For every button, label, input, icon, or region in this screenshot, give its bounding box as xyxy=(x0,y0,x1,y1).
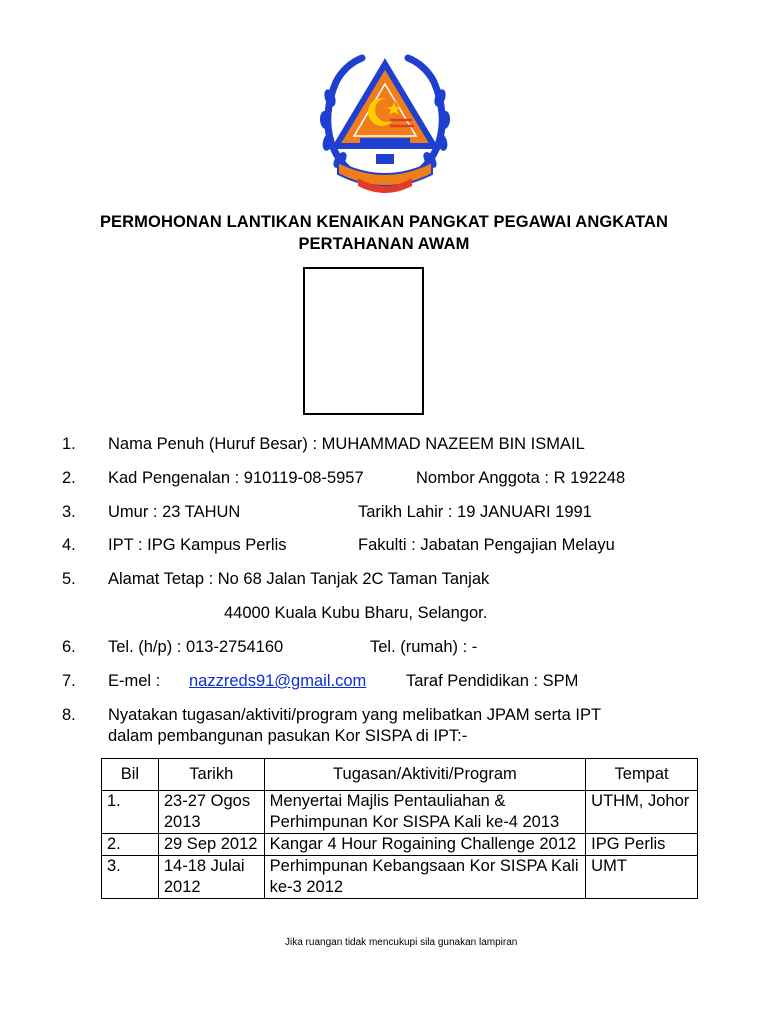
photo-placeholder-box xyxy=(303,267,424,415)
education-level-text: Taraf Pendidikan : SPM xyxy=(406,672,579,690)
age-text: Umur : 23 TAHUN xyxy=(108,503,241,521)
mobile-phone-text: Tel. (h/p) : 013-2754160 xyxy=(108,638,284,656)
cell-program: Kangar 4 Hour Rogaining Challenge 2012 xyxy=(264,834,585,856)
field-number: 5. xyxy=(62,570,76,588)
email-label: E-mel : xyxy=(108,672,161,690)
civil-defence-emblem-logo xyxy=(316,54,454,200)
table-row xyxy=(102,856,698,899)
column-header-bil: Bil xyxy=(102,759,159,791)
column-header-tarikh: Tarikh xyxy=(158,759,264,791)
member-number-text: Nombor Anggota : R 192248 xyxy=(416,469,626,487)
email-link[interactable]: nazzreds91@gmail.com xyxy=(189,672,367,690)
birth-date-text: Tarikh Lahir : 19 JANUARI 1991 xyxy=(358,503,592,521)
institution-text: IPT : IPG Kampus Perlis xyxy=(108,536,287,554)
form-title-line-1: PERMOHONAN LANTIKAN KENAIKAN PANGKAT PEGAWAI ANGKATAN xyxy=(99,213,669,231)
table-footnote: Jika ruangan tidak mencukupi sila gunakan lampiran xyxy=(285,937,518,948)
table-row xyxy=(102,791,698,834)
cell-place: UMT xyxy=(586,856,698,899)
field-number: 6. xyxy=(62,638,76,656)
form-title xyxy=(60,211,708,255)
cell-bil: 1. xyxy=(102,791,159,834)
ic-number-text: Kad Pengenalan : 910119-08-5957 xyxy=(108,469,364,487)
column-header-program: Tugasan/Aktiviti/Program xyxy=(264,759,585,791)
faculty-text: Fakulti : Jabatan Pengajian Melayu xyxy=(358,536,615,554)
field-number: 7. xyxy=(62,672,76,690)
full-name-text: Nama Penuh (Huruf Besar) : MUHAMMAD NAZEEM BIN ISMAIL xyxy=(108,435,585,453)
cell-program: Menyertai Majlis Pentauliahan & Perhimpunan Kor SISPA Kali ke-4 2013 xyxy=(264,791,585,834)
field-number: 1. xyxy=(62,435,76,453)
cell-place: IPG Perlis xyxy=(586,834,698,856)
address-line-2: 44000 Kuala Kubu Bharu, Selangor. xyxy=(224,604,488,622)
cell-bil: 2. xyxy=(102,834,159,856)
form-title-line-2: PERTAHANAN AWAM xyxy=(298,235,470,253)
field-number: 4. xyxy=(62,536,76,554)
cell-bil: 3. xyxy=(102,856,159,899)
cell-date: 14-18 Julai 2012 xyxy=(158,856,264,899)
cell-place: UTHM, Johor xyxy=(586,791,698,834)
cell-date: 29 Sep 2012 xyxy=(158,834,264,856)
address-line-1: Alamat Tetap : No 68 Jalan Tanjak 2C Taman Tanjak xyxy=(108,570,490,588)
cell-date: 23-27 Ogos 2013 xyxy=(158,791,264,834)
home-phone-text: Tel. (rumah) : - xyxy=(370,638,478,656)
activities-prompt-line-1: Nyatakan tugasan/aktiviti/program yang melibatkan JPAM serta IPT xyxy=(108,706,602,724)
cell-program: Perhimpunan Kebangsaan Kor SISPA Kali ke-3 2012 xyxy=(264,856,585,899)
activities-table xyxy=(101,758,698,899)
field-number: 8. xyxy=(62,706,76,724)
table-header-row xyxy=(102,759,698,791)
table-row xyxy=(102,834,698,856)
field-number: 2. xyxy=(62,469,76,487)
field-number: 3. xyxy=(62,503,76,521)
column-header-tempat: Tempat xyxy=(586,759,698,791)
activities-prompt-line-2: dalam pembangunan pasukan Kor SISPA di IPT:- xyxy=(108,727,468,745)
